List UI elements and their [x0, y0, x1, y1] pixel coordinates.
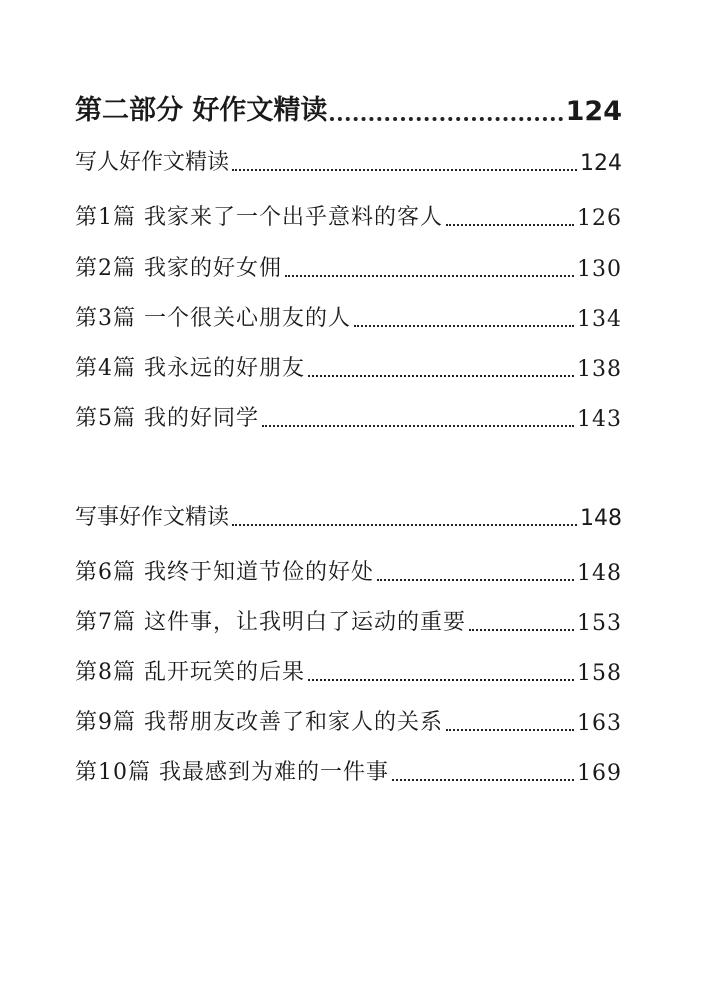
dot-leader — [285, 275, 574, 277]
dot-leader — [308, 375, 574, 377]
toc-page: 138 — [577, 357, 622, 382]
toc-page: 169 — [577, 761, 622, 786]
toc-entry[interactable] — [75, 555, 622, 586]
toc-page: 148 — [577, 561, 622, 586]
dot-leader — [354, 325, 574, 327]
toc-page: 126 — [577, 206, 622, 231]
dot-leader — [469, 629, 574, 631]
toc-entry[interactable] — [75, 251, 622, 282]
toc-title: 第5篇 我的好同学 — [75, 406, 259, 431]
dot-leader — [262, 425, 574, 427]
dot-leader — [232, 524, 577, 526]
toc-entry[interactable] — [75, 655, 622, 686]
toc-page: 124 — [565, 96, 622, 127]
toc-title: 第8篇 乱开玩笑的后果 — [75, 660, 305, 685]
dot-leader — [232, 169, 577, 171]
dot-leader — [392, 779, 574, 781]
toc-title: 第2篇 我家的好女佣 — [75, 256, 282, 281]
toc-page: 134 — [577, 307, 622, 332]
toc-entry[interactable] — [75, 200, 622, 231]
toc-section-heading[interactable] — [75, 145, 622, 176]
toc-entry[interactable] — [75, 705, 622, 736]
toc-page: 153 — [577, 611, 622, 636]
toc-title: 第二部分 好作文精读 — [75, 95, 328, 126]
toc-page: 163 — [577, 711, 622, 736]
dot-leader — [446, 729, 574, 731]
toc-entry[interactable] — [75, 605, 622, 636]
toc-title: 第6篇 我终于知道节俭的好处 — [75, 560, 374, 585]
toc-page: 124 — [580, 151, 622, 176]
toc-page: 130 — [577, 257, 622, 282]
toc-entry[interactable] — [75, 401, 622, 432]
toc-title: 第10篇 我最感到为难的一件事 — [75, 760, 389, 785]
toc-title: 写事好作文精读 — [75, 505, 230, 530]
toc-part-heading[interactable] — [75, 88, 622, 127]
toc-title: 第4篇 我永远的好朋友 — [75, 356, 305, 381]
toc-page: 143 — [577, 407, 622, 432]
dot-leader — [308, 679, 574, 681]
toc-entry[interactable] — [75, 301, 622, 332]
toc-section-heading[interactable] — [75, 500, 622, 531]
dot-leader — [446, 224, 574, 226]
toc-title: 第9篇 我帮朋友改善了和家人的关系 — [75, 710, 443, 735]
dot-leader — [330, 117, 562, 121]
toc-title: 第1篇 我家来了一个出乎意料的客人 — [75, 205, 443, 230]
toc-page: 148 — [580, 506, 622, 531]
toc-title: 第7篇 这件事，让我明白了运动的重要 — [75, 610, 466, 635]
toc-page: 158 — [577, 661, 622, 686]
toc-entry[interactable] — [75, 351, 622, 382]
toc-title: 第3篇 一个很关心朋友的人 — [75, 306, 351, 331]
dot-leader — [377, 579, 574, 581]
toc-entry[interactable] — [75, 755, 622, 786]
toc-title: 写人好作文精读 — [75, 150, 230, 175]
